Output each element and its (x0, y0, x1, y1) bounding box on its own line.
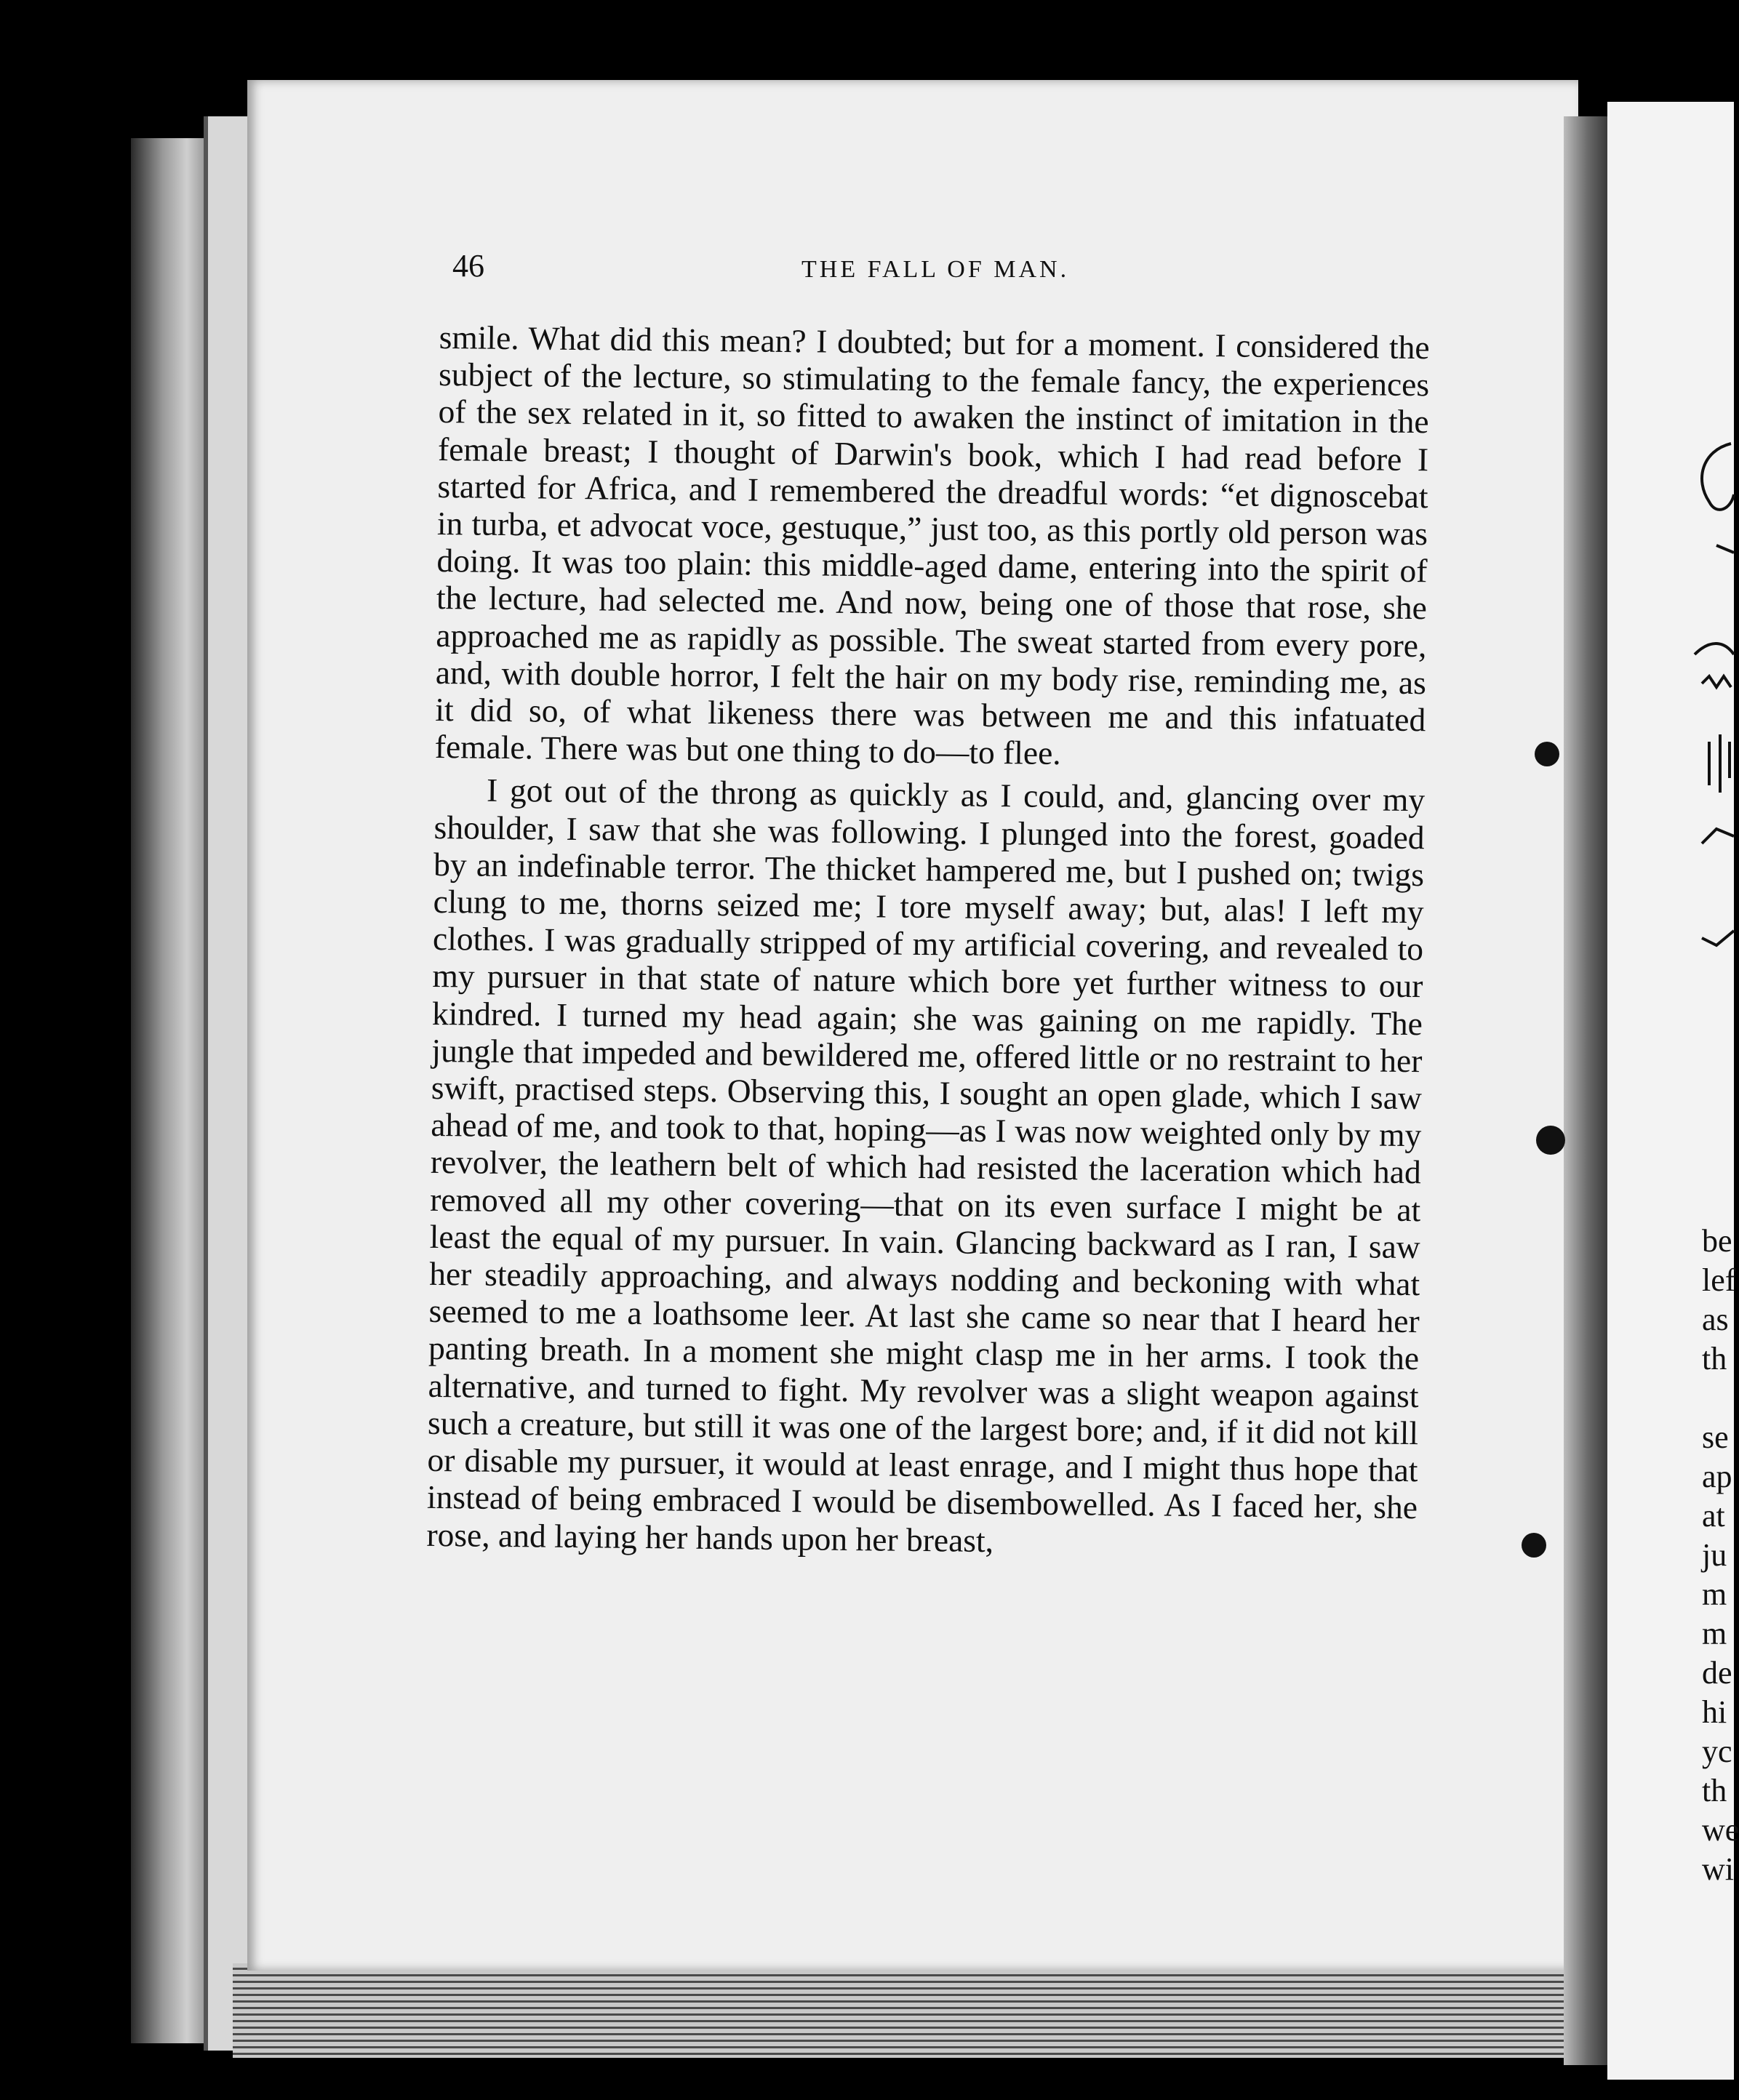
page-stack-bottom (233, 1963, 1658, 2058)
running-head: THE FALL OF MAN. (801, 256, 1070, 283)
facing-line: we (1702, 1812, 1739, 1848)
facing-line: ju (1702, 1537, 1727, 1573)
binding-stitch-mark (1536, 1126, 1565, 1155)
book-fore-edge (131, 138, 211, 2043)
page-number: 46 (452, 248, 484, 284)
paragraph-gap (1702, 1379, 1734, 1418)
page-header (452, 247, 1398, 291)
facing-line: at (1702, 1498, 1725, 1534)
facing-line: lef (1702, 1262, 1736, 1298)
facing-line: as (1702, 1302, 1729, 1337)
facing-line: th (1702, 1773, 1727, 1808)
facing-line: m (1702, 1576, 1727, 1612)
facing-line: be (1702, 1223, 1732, 1259)
facing-line: hi (1702, 1694, 1727, 1730)
facing-line: th (1702, 1341, 1727, 1376)
facing-page-illustration (1687, 436, 1734, 989)
book-gutter (1564, 116, 1607, 2065)
facing-line: se (1702, 1419, 1729, 1455)
body-text (426, 318, 1430, 1563)
facing-line: wi (1702, 1851, 1734, 1887)
facing-line: de (1702, 1655, 1732, 1691)
facing-line: ap (1702, 1459, 1732, 1494)
paragraph: smile. What did this mean? I doubted; but for a moment. I considered the subject of the lecture, so stimulating to the female fancy, the experiences of the sex related in it, so fitted to awaken the instinct of imitation in the female breast; I thought of Darwin's book, which I had read before I started for Africa, and I remembered the dreadful words: “et dignoscebat in turba, et advocat voce, gestuque,” just too, as this portly old person was doing. It was too plain: this middle-aged dame, entering into the spirit of the lecture, had selected me. And now, being one of those that rose, she approached me as rapidly as possible. The sweat started from every pore, and, with double horror, I felt the hair on my body rise, reminding me, as it did so, of what likeness there was between me and this infatuated female. There was but one thing to do—to flee. (434, 318, 1430, 772)
facing-line: m (1702, 1616, 1727, 1651)
binding-stitch-mark (1535, 742, 1559, 766)
facing-line: yc (1702, 1734, 1732, 1769)
paragraph: I got out of the throng as quickly as I could, and, glancing over my shoulder, I saw that she was following. I plunged into the forest, goaded by an indefinable terror. The thicket hampered me, but I pushed on; twigs clung to me, thorns seized me; I tore myself away; but, alas! I left my clothes. I was gradually stripped of my artificial covering, and revealed to my pursuer in that state of nature which bore yet further witness to our kindred. I turned my head again; she was gaining on me rapidly. The jungle that impeded and bewildered me, offered little or no restraint to her swift, practised steps. Observing this, I sought an open glade, which I saw ahead of me, and took to that, hoping—as I was now weighted only by my revolver, the leathern belt of which had resisted the laceration which had removed all my other covering—that on its even surface I might be at least the equal of my pursuer. In vain. Glancing backward as I ran, I saw her steadily approaching, and always nodding and beckoning with what seemed to me a loathsome leer. At last she came so near that I heard her panting breath. In a moment she might clasp me in her arms. I took the alternative, and turned to fight. My revolver was a slight weapon against such a creature, but still it was one of the largest bore; and, if it did not kill or disable my pursuer, it would at least enrage, and I might thus hope that instead of being embraced I would be disembowelled. As I faced her, she rose, and laying her hands upon her breast, (426, 772, 1426, 1559)
binding-stitch-mark (1522, 1533, 1546, 1558)
facing-page-text (1702, 1222, 1739, 1889)
